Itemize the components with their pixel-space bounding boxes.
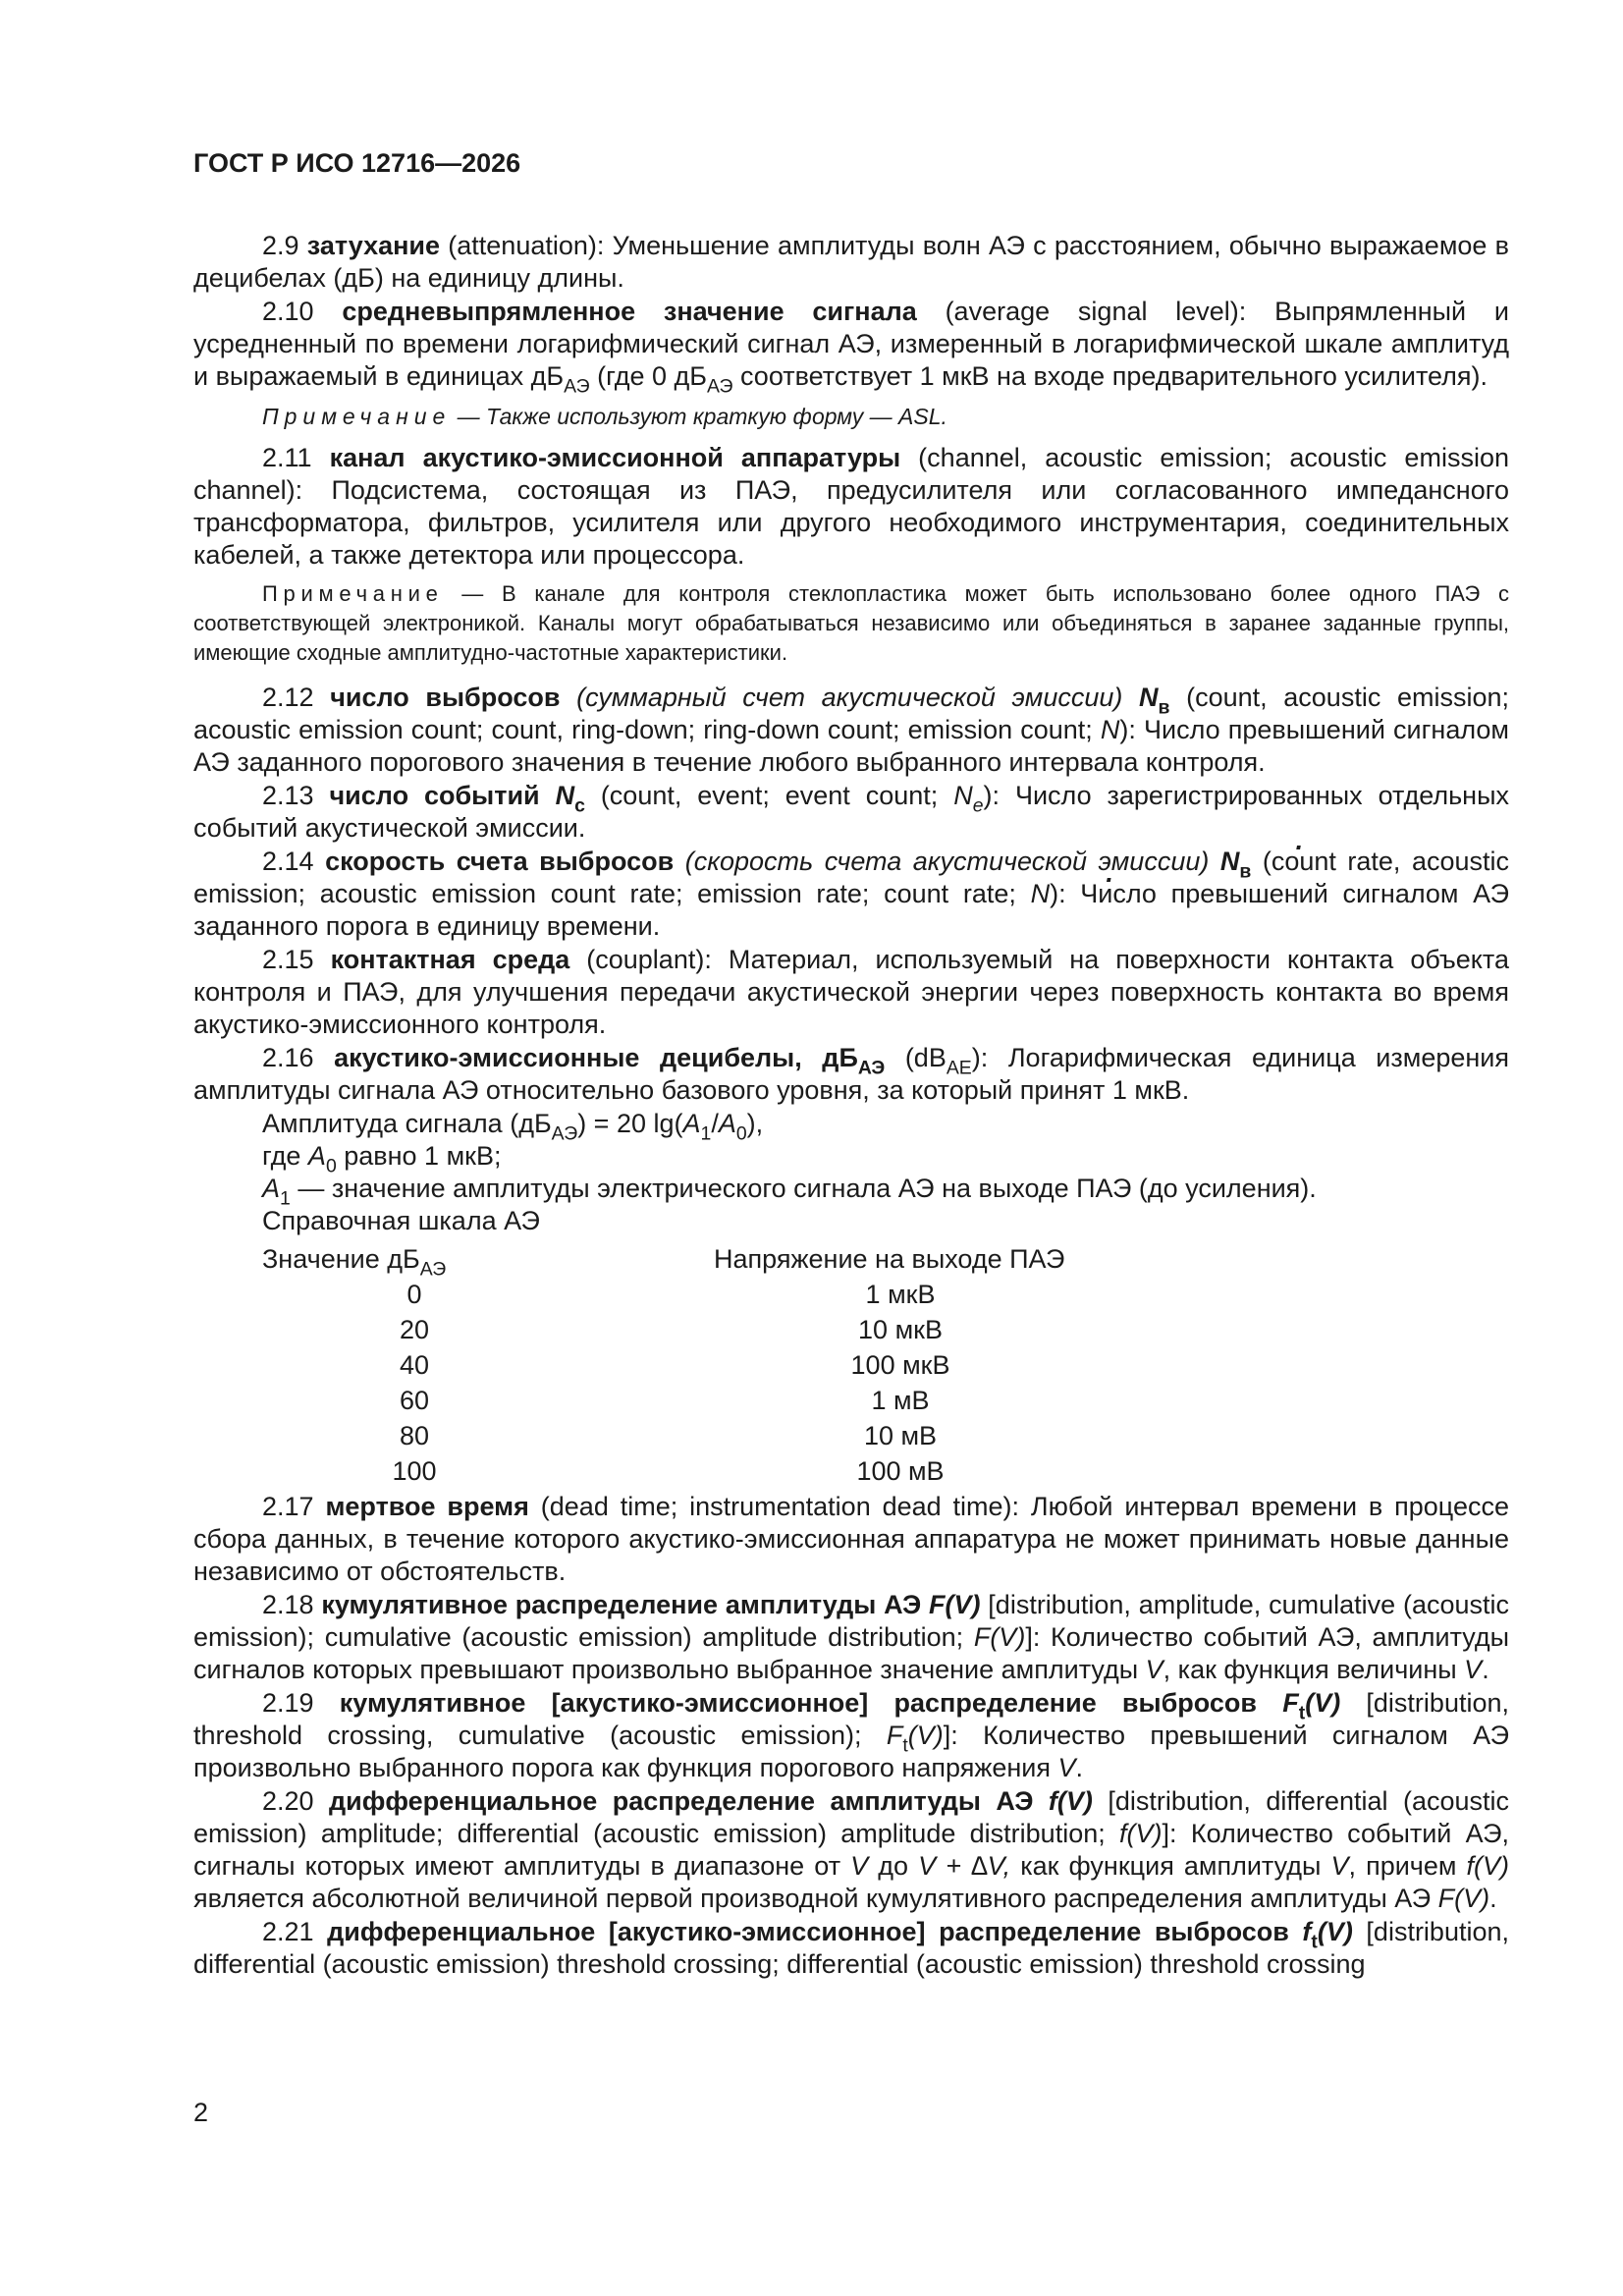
term-number: 2.21 [262,1917,328,1946]
term-definition-cont: до [868,1851,919,1881]
cell-db: 20 [399,1314,430,1344]
subscript: АЭ [419,1257,447,1280]
term-definition-cont: . [1482,1655,1489,1684]
cell-voltage: 100 мкВ [850,1349,950,1380]
subscript: 1 [280,1187,291,1210]
term-definition: (count, event; event count; [584,781,954,810]
symbol: V [1330,1851,1349,1881]
term-definition: (channel, acoustic emission; acoustic emission channel): Подсистема, состоящая из ПАЭ, предусилителя или согласованного импедансного трансформатора, фильтров, усилителя или другого необходимого инструментария, соединительных кабелей, а также детектора или процессора. [193,443,1509,570]
term-number: 2.18 [262,1590,322,1619]
symbol: A [682,1109,701,1138]
symbol: N [953,781,973,810]
scale-title: Справочная шкала АЭ [262,1206,540,1235]
page-number: 2 [193,2098,209,2127]
term-definition-cont: является абсолютной величиной первой производной кумулятивного распределения амплитуды АЭ [193,1884,1438,1913]
symbol: N [1100,715,1120,744]
term-2-16 [193,1042,1509,1107]
term-alt-name: (скорость счета акустической эмиссии) [674,847,1220,876]
symbol: (V) [907,1721,944,1750]
subscript: 0 [735,1122,747,1145]
subscript: АЭ [564,375,590,398]
formula-text: / [711,1109,719,1138]
subscript: 1 [700,1122,712,1145]
term-definition-cont: ): Логарифмическая единица измерения амплитуды сигнала АЭ относительно базового уровня, за который принят 1 мкВ. [193,1043,1509,1105]
symbol: V [1057,1753,1076,1782]
term-name: акустико-эмиссионные децибелы, дБ [334,1043,858,1072]
term-symbol: N [555,781,575,810]
term-2-9 [193,230,1509,295]
term-2-13 [193,780,1509,845]
table-row [262,1347,1087,1383]
term-symbol: f(V) [1048,1786,1093,1816]
table-row [262,1418,1087,1453]
term-definition-cont: . [1075,1753,1084,1782]
symbol: V [850,1851,869,1881]
term-2-10 [193,296,1510,398]
term-2-14 [193,846,1509,943]
term-name: число событий [329,781,556,810]
term-symbol: N [1139,683,1159,712]
term-2-19 [193,1687,1509,1784]
subscript: в [1158,696,1170,719]
cell-voltage: 10 мВ [863,1420,938,1450]
term-definition: (count rate, acoustic emission; acoustic emission count rate; emission rate; count rate; [193,847,1509,908]
term-definition-cont: ]: Количество событий АЭ, амплитуды сигналов которых превышают произвольно выбранное значение амплитуды [193,1622,1510,1684]
formula-text: — значение амплитуды электрического сигнала АЭ на выходе ПАЭ (до усиления). [290,1174,1317,1203]
term-number: 2.14 [262,847,326,876]
cell-voltage: 1 мВ [871,1385,930,1415]
term-definition-cont: (где 0 дБ [589,361,707,391]
amplitude-formula-block [262,1108,1509,1237]
symbol: f(V) [1466,1851,1510,1881]
term-definition-cont: как функция амплитуды [1010,1851,1331,1881]
table-row [262,1383,1087,1418]
term-symbol: F [1282,1688,1299,1718]
symbol: F [886,1721,903,1750]
column-header-db [262,1241,714,1280]
symbol: A [718,1109,736,1138]
term-name: средневыпрямленное значение сигнала [342,297,917,326]
symbol: F(V) [973,1622,1026,1652]
term-definition: (attenuation): Уменьшение амплитуды волн АЭ с расстоянием, обычно выражаемое в децибелах (дБ) на единицу длины. [193,231,1509,293]
term-definition: [distribution, differential (acoustic emission) amplitude; differential (acoustic emission) amplitude distribution; [193,1786,1509,1848]
subscript: АЭ [857,1057,886,1079]
note-label: Примечание [262,404,452,429]
term-definition: (count, acoustic emission; acoustic emission count; count, ring-down; ring-down count; emission count; [193,683,1509,744]
term-definition-cont: ]: Количество событий АЭ, сигналы которых имеют амплитуды в диапазоне от [193,1819,1510,1881]
term-number: 2.11 [262,443,330,472]
document-page [193,147,1509,1982]
term-definition: (dead time; instrumentation dead time): Любой интервал времени в процессе сбора данных, в течение которого акустико-эмиссионная аппаратура не может принимать новые данные независимо от обстоятельств. [193,1492,1509,1586]
term-definition-cont: соответствует 1 мкВ на входе предварительного усилителя). [732,361,1488,391]
term-definition-cont: ): Число превышений сигналом АЭ заданного порога в единицу времени. [193,879,1509,941]
subscript: в [1239,860,1252,883]
scale-table [262,1241,1087,1489]
term-name: мертвое время [325,1492,529,1521]
term-2-17 [193,1491,1509,1588]
term-definition-cont: , как функция величины [1163,1655,1465,1684]
cell-voltage: 1 мкВ [865,1279,936,1309]
symbol: A [262,1174,281,1203]
symbol: A [307,1141,326,1171]
term-definition-cont: ]: Количество превышений сигналом АЭ произвольно выбранного порога как функция порогового напряжения [193,1721,1509,1782]
term-name: кумулятивное [акустико-эмиссионное] распределение выбросов [339,1688,1283,1718]
term-definition-cont: ): Число превышений сигналом АЭ заданного порогового значения в течение любого выбранного интервала контроля. [193,715,1509,777]
term-symbol: (V) [1317,1917,1353,1946]
term-symbol: · N [1220,847,1240,876]
term-alt-name: (суммарный счет акустической эмиссии) [560,683,1139,712]
subscript: АЭ [706,375,733,398]
term-name: затухание [306,231,441,260]
term-symbol: F(V) [929,1590,981,1619]
symbol: · N [1031,879,1051,908]
note-2-10 [193,402,1509,431]
column-header-text: Значение дБ [262,1243,420,1274]
cell-voltage: 100 мВ [856,1455,945,1486]
symbol: f(V) [1119,1819,1163,1848]
formula-line [262,1108,1509,1145]
term-definition: [distribution, threshold crossing, cumulative (acoustic emission); [193,1688,1509,1750]
formula-text: ), [746,1109,764,1138]
subscript: e [972,794,984,817]
cell-voltage: 10 мкВ [858,1314,943,1344]
subscript: c [574,794,585,817]
term-definition: [distribution, amplitude, cumulative (acoustic emission); cumulative (acoustic emission) amplitude distribution; [193,1590,1509,1652]
term-definition-cont: , причем [1348,1851,1467,1881]
term-definition: (dB [885,1043,947,1072]
term-number: 2.9 [262,231,307,260]
table-header-row [262,1241,1087,1277]
term-definition: (couplant): Материал, используемый на поверхности контакта объекта контроля и ПАЭ, для улучшения передачи акустической энергии через поверхность контакта во время акустико-эмиссионного контроля. [193,945,1509,1039]
table-row [262,1453,1087,1489]
term-2-15 [193,944,1509,1041]
term-number: 2.10 [262,297,343,326]
term-2-20 [193,1785,1509,1915]
subscript: АЭ [551,1122,578,1145]
term-name: дифференциальное распределение амплитуды АЭ [329,1786,1049,1816]
subscript: t [1311,1931,1318,1953]
cell-db: 0 [406,1279,422,1309]
reference-scale-table [262,1241,1509,1489]
note-label: Примечание [262,581,444,606]
term-name: дифференциальное [акустико-эмиссионное] распределение выбросов [327,1917,1303,1946]
subscript: AE [946,1057,972,1079]
term-2-12 [193,682,1509,779]
term-number: 2.13 [262,781,330,810]
term-2-21 [193,1916,1509,1981]
subscript: 0 [325,1155,337,1177]
term-name: кумулятивное распределение амплитуды АЭ [321,1590,929,1619]
symbol: V [1464,1655,1483,1684]
formula-text: Амплитуда сигнала (дБ [262,1109,552,1138]
subscript: t [902,1734,908,1757]
note-text: — В канале для контроля стеклопластика может быть использовано более одного ПАЭ с соответствующей электроникой. Каналы могут обрабатываться независимо или объединяться в заранее заданные группы, имеющие сходные амплитудно-частотные характеристики. [193,581,1509,665]
term-symbol: f [1302,1917,1312,1946]
term-symbol: (V) [1305,1688,1341,1718]
table-row [262,1277,1087,1312]
term-name: скорость счета выбросов [325,847,675,876]
term-number: 2.16 [262,1043,335,1072]
table-row [262,1312,1087,1347]
term-number: 2.20 [262,1786,330,1816]
column-header-voltage: Напряжение на выходе ПАЭ [714,1243,1065,1274]
term-number: 2.12 [262,683,331,712]
definition-line [262,1173,1509,1210]
where-line [262,1140,1509,1177]
cell-db: 40 [399,1349,430,1380]
cell-db: 80 [399,1420,430,1450]
symbol: F(V) [1437,1884,1490,1913]
subscript: t [1298,1702,1306,1724]
term-number: 2.15 [262,945,331,974]
term-definition-cont: ): Число зарегистрированных отдельных событий акустической эмиссии. [193,781,1509,843]
note-2-11 [193,579,1509,668]
formula-text: где [262,1141,308,1171]
term-name: канал акустико-эмиссионной аппаратуры [329,443,901,472]
term-number: 2.19 [262,1688,340,1718]
term-name: контактная среда [330,945,570,974]
cell-db: 60 [399,1385,430,1415]
symbol: V [1145,1655,1163,1684]
term-definition: (average signal level): Выпрямленный и усредненный по времени логарифмический сигнал АЭ, измеренный в логарифмической шкале амплитуд и выражаемый в единицах дБ [193,297,1510,391]
symbol: V + ∆V, [918,1851,1011,1881]
term-definition: [distribution, differential (acoustic emission) threshold crossing; differential (acoustic emission) threshold crossing [193,1917,1509,1979]
term-name: число выбросов [330,683,561,712]
term-2-18 [193,1589,1509,1686]
term-number: 2.17 [262,1492,326,1521]
document-header: ГОСТ Р ИСО 12716—2026 [193,148,521,178]
formula-text: ) = 20 lg( [577,1109,683,1138]
cell-db: 100 [392,1455,437,1486]
formula-text: равно 1 мкВ; [336,1141,502,1171]
term-definition-cont: . [1489,1884,1497,1913]
term-2-11 [193,442,1509,572]
note-text: — Также используют краткую форму — ASL. [451,404,947,429]
